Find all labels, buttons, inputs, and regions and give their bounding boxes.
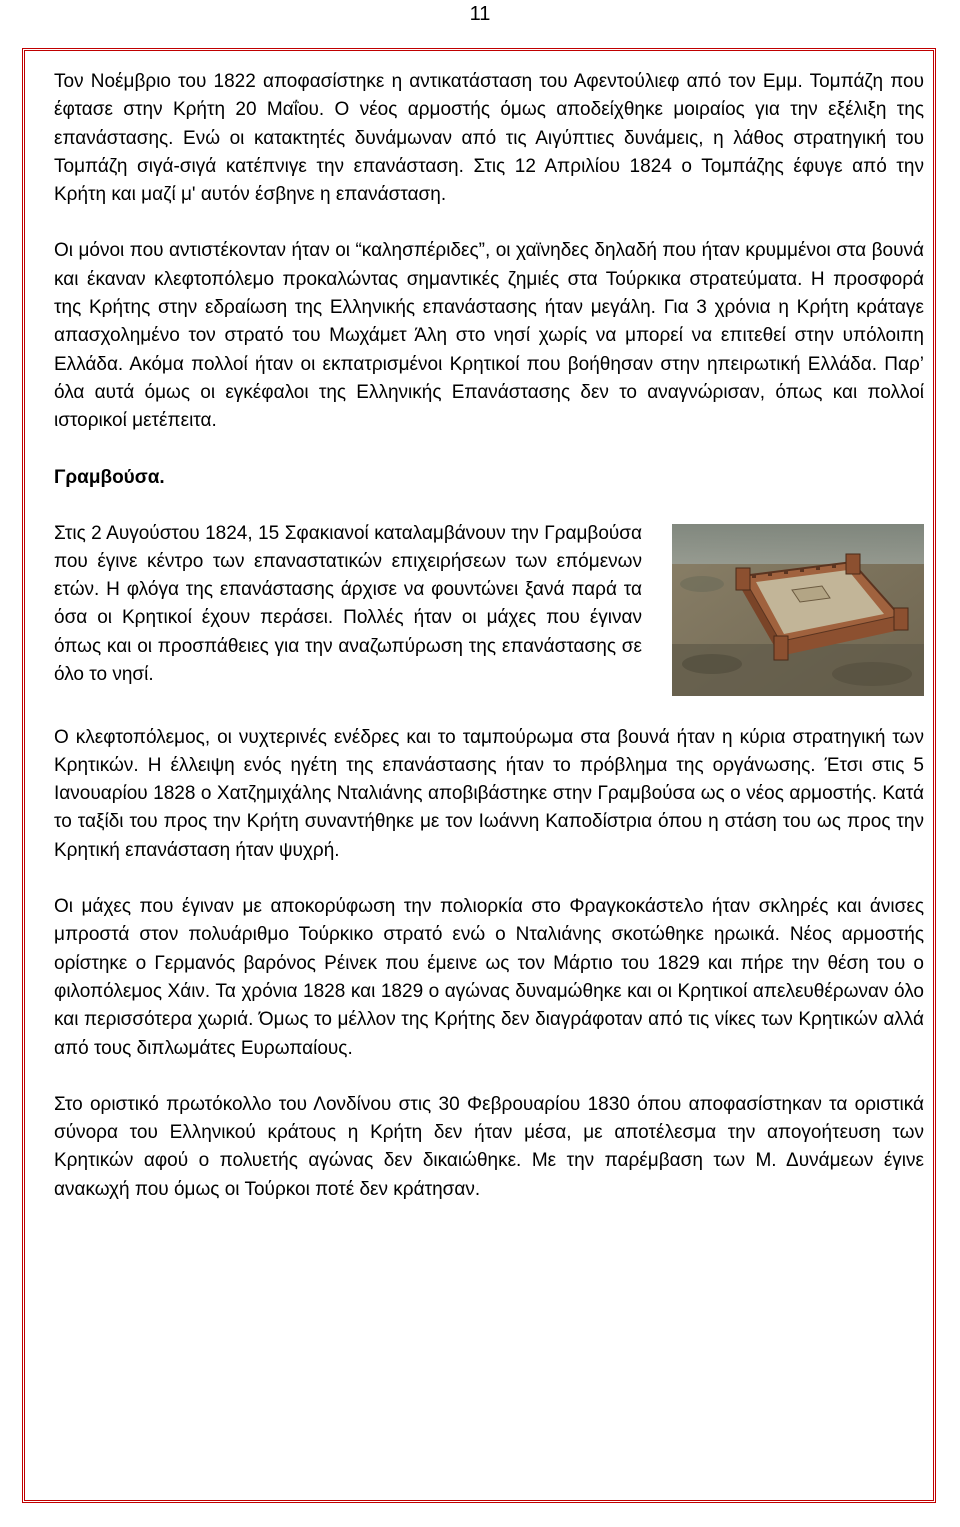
paragraph-2: Οι μόνοι που αντιστέκονταν ήταν οι “καλησπέριδες”, οι χαϊνηδες δηλαδή που ήταν κρυμμένοι στα βουνά και έκαναν κλεφτοπόλεμο προκαλώντας σημαντικές ζημιές στα Τούρκικα στρατεύματα. Η προσφορά της Κρήτης στην εδραίωση της Ελληνικής επανάστασης ήταν μεγάλη. Για 3 χρόνια η Κρήτη κράταγε απασχολημένο τον στρατό του Μωχάμετ Άλη στο νησί χωρίς να μπορεί να επιτεθεί στην υπόλοιπη Ελλάδα. Ακόμα πολλοί ήταν οι εκπατρισμένοι Κρητικοί που βοήθησαν στην ηπειρωτική Ελλάδα. Παρ’ όλα αυτά όμως οι εγκέφαλοι της Ελληνικής Επανάστασης δεν το αναγνώρισαν, όπως και πολλοί ιστορικοί μετέπειτα. — [54, 240, 924, 432]
paragraph-5: Οι μάχες που έγιναν με αποκορύφωση την πολιορκία στο Φραγκοκάστελο ήταν σκληρές και άνισες μπροστά στον πολυάριθμο Τούρκικο στρατό ενώ ο Νταλιάνης σκοτώθηκε ηρωικά. Νέος αρμοστής ορίστηκε ο Γερμανός βαρόνος Ρέινεκ που έμεινε ως τον Μάρτιο του 1829 και πήρε την θέση του ο φιλοπόλεμος Χάιν. Τα χρόνια 1828 και 1829 ο αγώνας δυναμώθηκε και οι Κρητικοί απελευθέρωναν όλο και περισσότερα χωριά. Όμως το μέλλον της Κρήτης δεν διαγράφοταν από τις νίκες των Κρητικών αλλά από τους διπλωμάτες Ευρωπαίους. — [54, 896, 924, 1059]
paragraph-3: Στις 2 Αυγούστου 1824, 15 Σφακιανοί καταλαμβάνουν την Γραμβούσα που έγινε κέντρο των επαναστατικών επιχειρήσεων των επόμενων ετών. Η φλόγα της επανάστασης άρχισε να φουντώνει ξανά παρά τα όσα οι Κρητικοί έχουν περάσει. Πολλές ήταν οι μάχες που έγιναν όπως και οι προσπάθειες για την αναζωπύρωση της επανάστασης σε όλο το νησί. — [54, 522, 642, 686]
document-body — [54, 68, 924, 1204]
fortress-image — [672, 524, 924, 696]
paragraph-6: Στο οριστικό πρωτόκολλο του Λονδίνου στις 30 Φεβρουαρίου 1830 όπου αποφασίστηκαν τα οριστικά σύνορα του Ελληνικού κράτους η Κρήτη δεν ήταν μέσα, με αποτέλεσμα την απογοήτευση των Κρητικών αφού ο πολυετής αγώνας δεν δικαιώθηκε. Με την παρέμβαση των Μ. Δυνάμεων έγινε ανακωχή που όμως οι Τούρκοι ποτέ δεν κράτησαν. — [54, 1093, 924, 1200]
section-title: Γραμβούσα. — [54, 466, 165, 488]
paragraph-1: Τον Νοέμβριο του 1822 αποφασίστηκε η αντικατάσταση του Αφεντούλιεφ από τον Εμμ. Τομπάζη που έφτασε στην Κρήτη 20 Μαΐου. Ο νέος αρμοστής όμως αποδείχθηκε μοιραίος για την εξέλιξη της επανάστασης. Ενώ οι κατακτητές δυνάμωναν από τις Αιγύπτιες δυνάμεις, η λάθος στρατηγική του Τομπάζη σιγά-σιγά κατέπνιγε την επανάσταση. Στις 12 Απριλίου 1824 ο Τομπάζης έφυγε από την Κρήτη και μαζί μ' αυτόν έσβηνε η επανάσταση. — [54, 71, 924, 206]
fortress-photo — [672, 524, 924, 696]
text-image-row — [54, 520, 924, 696]
paragraph-4: Ο κλεφτοπόλεμος, οι νυχτερινές ενέδρες και το ταμπούρωμα στα βουνά ήταν η κύρια στρατηγική των Κρητικών. Η έλλειψη ενός ηγέτη της επανάστασης ήταν το πρόβλημα της οργάνωσης. Έτσι στις 5 Ιανουαρίου 1828 ο Χατζημιχάλης Νταλιάνης αποβιβάστηκε στην Γραμβούσα ως ο νέος αρμοστής. Κατά το ταξίδι του προς την Κρήτη συναντήθηκε με τον Ιωάννη Καποδίστρια όπου η στάση του ως προς την Κρητική επανάσταση ήταν ψυχρή. — [54, 726, 924, 861]
page-number: 11 — [469, 3, 491, 25]
